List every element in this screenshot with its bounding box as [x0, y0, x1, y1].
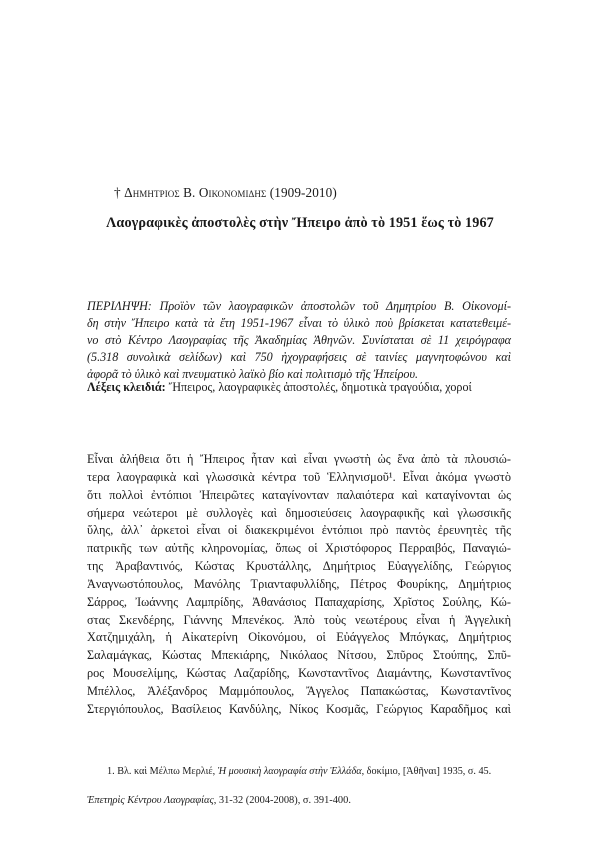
footnote-suffix: , δοκίμιο, [Ἀθῆναι] 1935, σ. 45.: [361, 766, 492, 777]
paper-title: Λαογραφικὲς ἀποστολὲς στὴν Ἤπειρο ἀπὸ τὸ 1951 ἕως τὸ 1967: [106, 215, 494, 231]
footnote: [107, 766, 517, 777]
author-surname: Οικονομιδης: [198, 185, 267, 200]
body-line: Ἀναγνωστόπουλος, Μανόλης Τριανταφυλλίδης, Πέτρος Φουρίκης, Δημήτριος: [87, 576, 511, 591]
abstract-line: (5.318 συνολικὰ σελίδων) καὶ 750 ἠχογραφήσεις σὲ ταινίες μαγνητοφώνου καὶ: [87, 349, 511, 364]
body-line: τερα λαογραφικὰ καὶ γλωσσικὰ κέντρα τοῦ Ἑλληνισμοῦ¹. Εἶναι ἀκόμα γνωστὸ: [87, 469, 511, 484]
body-line: της Ἀραβαντινός, Κώστας Κρυστάλλης, Δημήτριος Εὐαγγελίδης, Γεώργιος: [87, 559, 511, 574]
journal-name: Ἐπετηρὶς Κέντρου Λαογραφίας: [87, 795, 214, 806]
journal-citation: [87, 795, 517, 806]
abstract: [87, 298, 511, 383]
body-line: ὕλης, ἀλλ᾽ ἀρκετοὶ εἶναι οἱ διακεκριμένοι ἐντόπιοι πρὸ παντὸς ἐρευνητὲς τῆς: [87, 523, 511, 538]
body-line: Εἶναι ἀλήθεια ὅτι ἡ Ἤπειρος ἦταν καὶ εἶναι γνωστὴ ὡς ἕνα ἀπὸ τὰ πλουσιώ-: [87, 452, 511, 466]
body-line: Σαλαμάγκας, Κώστας Μπεκιάρης, Νικόλαος Νίτσου, Σπῦρος Στούπης, Σπῦ-: [87, 648, 511, 663]
dagger-mark: †: [114, 185, 121, 200]
author-years: (1909-2010): [269, 185, 337, 200]
body-line: Μπέλλος, Ἀλέξανδρος Μαμμόπουλος, Ἄγγελος Παπακώστας, Κωνσταντῖνος: [87, 683, 511, 698]
body-text: [87, 451, 511, 719]
abstract-line: νο στὸ Κέντρο Λαογραφίας τῆς Ἀκαδημίας Ἀθηνῶν. Συνίσταται σὲ 11 χειρόγραφα: [87, 332, 511, 347]
author-line: [114, 185, 514, 201]
body-line: Σάρρος, Ἰωάννης Λαμπρίδης, Ἀθανάσιος Παπαχαρίσης, Χρῖστος Σούλης, Κώ-: [87, 594, 511, 609]
body-line: ρος Μουσελίμης, Κώστας Λαζαρίδης, Κωνσταντῖνος Διαμάντης, Κωνσταντῖνος: [87, 666, 511, 681]
abstract-line: ΠΕΡΙΛΗΨΗ: Προϊὸν τῶν λαογραφικῶν ἀποστολῶν τοῦ Δημητρίου Β. Οἰκονομί-: [87, 299, 511, 313]
footnote-number: 1.: [107, 766, 115, 777]
body-line: Στεργιόπουλος, Βασίλειος Κανδύλης, Νίκος Κοσμᾶς, Γεώργιος Καραδῆμος καὶ: [87, 701, 511, 716]
body-line: Χατζημιχάλη, ἡ Αἰκατερίνη Οἰκονόμου, οἱ Εὐάγγελος Μπόγκας, Δημήτριος: [87, 630, 511, 645]
body-line: πατρικῆς των αὐτῆς κληρονομίας, ὅπως οἱ Χριστόφορος Περραιβός, Παναγιώ-: [87, 541, 511, 556]
keywords: [87, 380, 511, 395]
abstract-line: δη στὴν Ἤπειρο κατὰ τὰ ἔτη 1951-1967 εἶναι τὸ ὑλικὸ ποὺ βρίσκεται κατατεθειμέ-: [87, 315, 511, 330]
body-line: σήμερα νεώτεροι μὲ συλλογὲς καὶ δημοσιεύσεις λαογραφικῆς καὶ γλωσσικῆς: [87, 505, 511, 520]
keywords-text: Ἤπειρος, λαογραφικὲς ἀποστολές, δημοτικὰ τραγούδια, χοροί: [168, 380, 472, 394]
body-line: ὅτι πολλοὶ ἐντόπιοι Ἠπειρῶτες καταγίνονταν παλαιότερα καὶ καταγίνονται ὡς: [87, 487, 511, 502]
footnote-work-title: Ἡ μουσικὴ λαογραφία στὴν Ἑλλάδα: [217, 766, 362, 777]
footnote-prefix: Βλ. καὶ Μέλπω Μερλιέ,: [117, 766, 216, 777]
keywords-label: Λέξεις κλειδιά:: [87, 380, 166, 394]
journal-details: , 31-32 (2004-2008), σ. 391-400.: [213, 795, 351, 806]
author-initial: Β.: [183, 185, 196, 200]
author-first-name: Δημητριος: [124, 185, 180, 200]
body-line: στας Σκενδέρης, Γιάννης Μπενέκος. Ἀπὸ τοὺς νεωτέρους εἶναι ἡ Ἀγγελικὴ: [87, 612, 511, 627]
abstract-line: ἀφορᾶ τὸ ὑλικὸ καὶ πνευματικὸ λαϊκὸ βίο καὶ πολιτισμὸ τῆς Ἠπείρου.: [87, 366, 419, 381]
